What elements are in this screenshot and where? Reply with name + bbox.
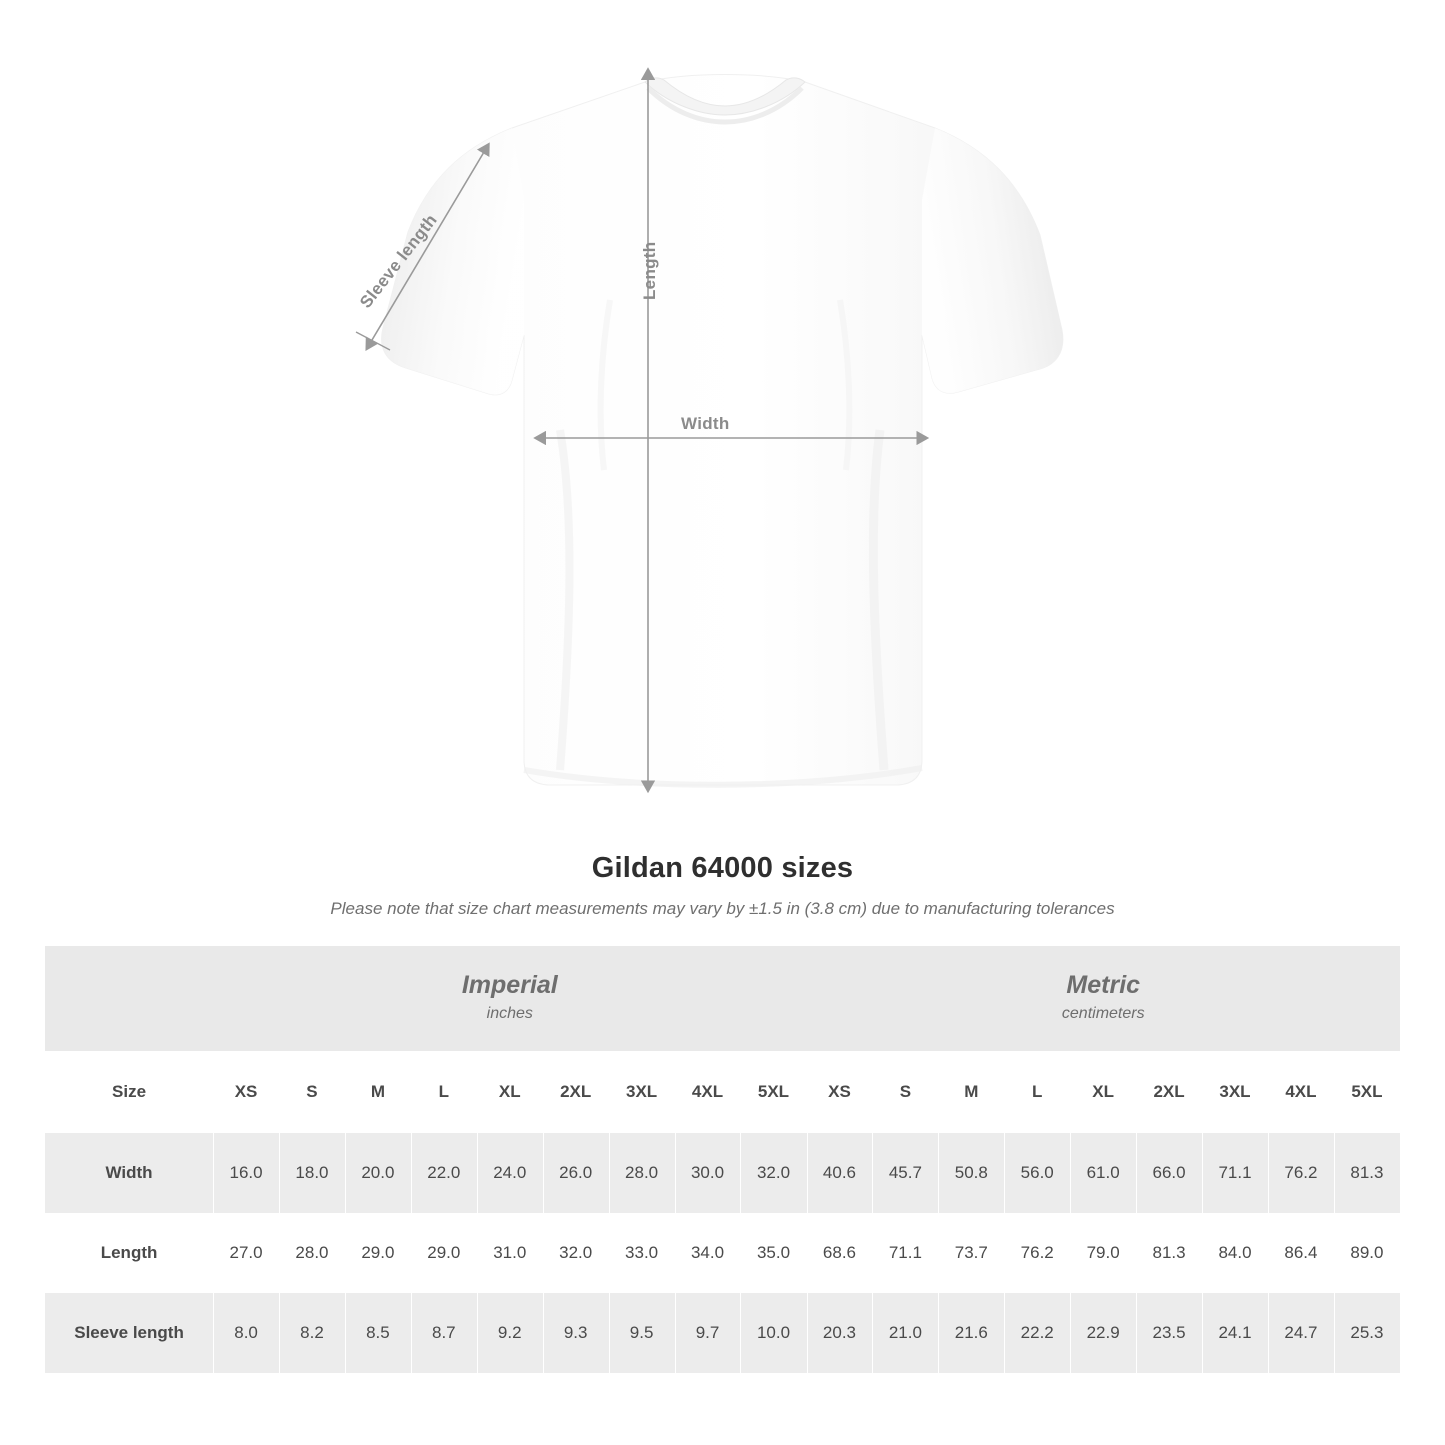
unit-imperial-sub: inches bbox=[486, 1005, 533, 1023]
size-header-cell: M bbox=[345, 1051, 411, 1133]
cell-sleeve-length: 25.3 bbox=[1334, 1293, 1400, 1373]
size-header-cell: M bbox=[938, 1051, 1004, 1133]
cell-length: 79.0 bbox=[1070, 1213, 1136, 1293]
cell-length: 31.0 bbox=[477, 1213, 543, 1293]
cell-sleeve-length: 9.2 bbox=[477, 1293, 543, 1373]
size-header-cell: S bbox=[872, 1051, 938, 1133]
size-header-cell: L bbox=[411, 1051, 477, 1133]
cell-width: 66.0 bbox=[1136, 1133, 1202, 1213]
cell-length: 29.0 bbox=[411, 1213, 477, 1293]
cell-sleeve-length: 22.9 bbox=[1070, 1293, 1136, 1373]
cell-sleeve-length: 9.7 bbox=[675, 1293, 741, 1373]
unit-header-row bbox=[45, 946, 1400, 1051]
cell-length: 89.0 bbox=[1334, 1213, 1400, 1293]
size-row-label: Size bbox=[112, 1082, 147, 1101]
cell-width: 71.1 bbox=[1202, 1133, 1268, 1213]
cell-length: 34.0 bbox=[675, 1213, 741, 1293]
table-row bbox=[45, 1293, 1400, 1373]
cell-length: 33.0 bbox=[609, 1213, 675, 1293]
cell-width: 22.0 bbox=[411, 1133, 477, 1213]
size-header-cell: S bbox=[279, 1051, 345, 1133]
cell-sleeve-length: 8.0 bbox=[213, 1293, 279, 1373]
cell-length: 32.0 bbox=[543, 1213, 609, 1293]
cell-sleeve-length: 9.5 bbox=[609, 1293, 675, 1373]
cell-length: 81.3 bbox=[1136, 1213, 1202, 1293]
row-label-sleeve-length: Sleeve length bbox=[74, 1323, 184, 1342]
cell-sleeve-length: 8.7 bbox=[411, 1293, 477, 1373]
cell-length: 27.0 bbox=[213, 1213, 279, 1293]
length-label: Length bbox=[640, 241, 659, 300]
cell-length: 71.1 bbox=[872, 1213, 938, 1293]
size-header-cell: L bbox=[1004, 1051, 1070, 1133]
cell-length: 86.4 bbox=[1268, 1213, 1334, 1293]
cell-sleeve-length: 23.5 bbox=[1136, 1293, 1202, 1373]
cell-length: 29.0 bbox=[345, 1213, 411, 1293]
size-header-cell: 4XL bbox=[675, 1051, 741, 1133]
cell-sleeve-length: 8.5 bbox=[345, 1293, 411, 1373]
unit-group-metric bbox=[807, 946, 1401, 1051]
cell-width: 28.0 bbox=[609, 1133, 675, 1213]
size-header-cell: 4XL bbox=[1268, 1051, 1334, 1133]
cell-sleeve-length: 21.0 bbox=[872, 1293, 938, 1373]
unit-metric-name: Metric bbox=[1066, 971, 1141, 1000]
cell-sleeve-length: 20.3 bbox=[807, 1293, 873, 1373]
cell-sleeve-length: 24.7 bbox=[1268, 1293, 1334, 1373]
unit-metric-sub: centimeters bbox=[1061, 1005, 1145, 1023]
cell-length: 84.0 bbox=[1202, 1213, 1268, 1293]
row-label-width: Width bbox=[105, 1163, 153, 1182]
cell-length: 68.6 bbox=[807, 1213, 873, 1293]
width-label: Width bbox=[681, 414, 730, 433]
cell-sleeve-length: 21.6 bbox=[938, 1293, 1004, 1373]
cell-length: 35.0 bbox=[740, 1213, 806, 1293]
size-header-row bbox=[45, 1051, 1400, 1133]
cell-sleeve-length: 8.2 bbox=[279, 1293, 345, 1373]
size-header-cell: 3XL bbox=[1202, 1051, 1268, 1133]
size-header-cell: XL bbox=[1070, 1051, 1136, 1133]
cell-width: 40.6 bbox=[807, 1133, 873, 1213]
tolerance-note: Please note that size chart measurements may vary by ±1.5 in (3.8 cm) due to manufacturing tolerances bbox=[330, 899, 1115, 918]
cell-width: 50.8 bbox=[938, 1133, 1004, 1213]
size-header-cell: 5XL bbox=[1334, 1051, 1400, 1133]
cell-width: 18.0 bbox=[279, 1133, 345, 1213]
size-header-cell: XL bbox=[477, 1051, 543, 1133]
table-row bbox=[45, 1213, 1400, 1293]
size-chart-table bbox=[45, 946, 1400, 1373]
size-header-cell: 2XL bbox=[1136, 1051, 1202, 1133]
cell-width: 26.0 bbox=[543, 1133, 609, 1213]
table-row bbox=[45, 1133, 1400, 1213]
cell-width: 32.0 bbox=[740, 1133, 806, 1213]
cell-width: 16.0 bbox=[213, 1133, 279, 1213]
size-header-cell: 3XL bbox=[609, 1051, 675, 1133]
cell-width: 61.0 bbox=[1070, 1133, 1136, 1213]
cell-width: 20.0 bbox=[345, 1133, 411, 1213]
cell-width: 45.7 bbox=[872, 1133, 938, 1213]
unit-group-imperial bbox=[213, 946, 806, 1051]
cell-sleeve-length: 10.0 bbox=[740, 1293, 806, 1373]
cell-width: 81.3 bbox=[1334, 1133, 1400, 1213]
size-header-cell: XS bbox=[807, 1051, 873, 1133]
cell-width: 30.0 bbox=[675, 1133, 741, 1213]
size-header-cell: XS bbox=[213, 1051, 279, 1133]
cell-width: 76.2 bbox=[1268, 1133, 1334, 1213]
page-title: Gildan 64000 sizes bbox=[591, 852, 854, 884]
unit-imperial-name: Imperial bbox=[461, 971, 558, 1000]
size-header-cell: 2XL bbox=[543, 1051, 609, 1133]
sleeve-length-label: Sleeve length bbox=[356, 210, 441, 312]
cell-length: 73.7 bbox=[938, 1213, 1004, 1293]
cell-sleeve-length: 9.3 bbox=[543, 1293, 609, 1373]
size-header-cell: 5XL bbox=[740, 1051, 806, 1133]
row-label-length: Length bbox=[100, 1243, 158, 1262]
cell-sleeve-length: 22.2 bbox=[1004, 1293, 1070, 1373]
cell-length: 28.0 bbox=[279, 1213, 345, 1293]
cell-sleeve-length: 24.1 bbox=[1202, 1293, 1268, 1373]
cell-length: 76.2 bbox=[1004, 1213, 1070, 1293]
unit-header-spacer bbox=[45, 946, 213, 1051]
cell-width: 24.0 bbox=[477, 1133, 543, 1213]
cell-width: 56.0 bbox=[1004, 1133, 1070, 1213]
